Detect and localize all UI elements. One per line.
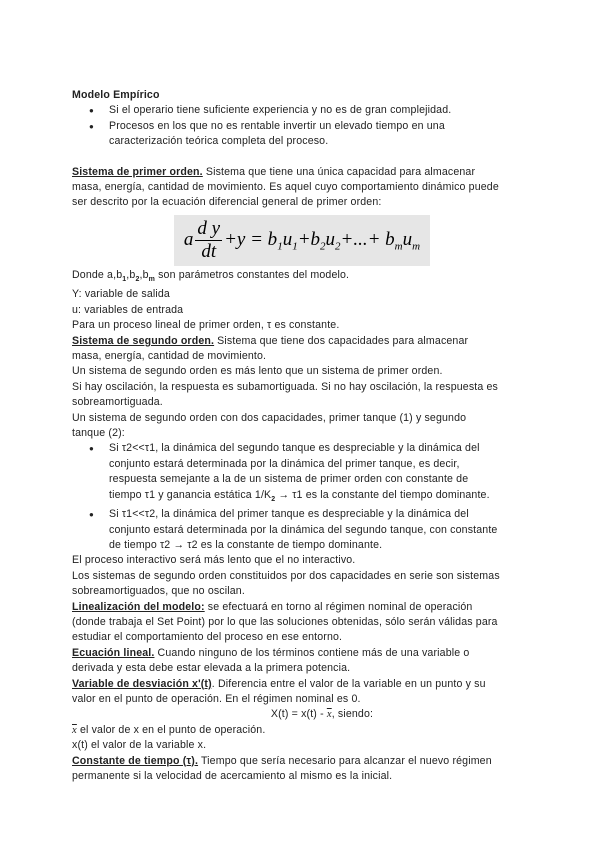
text: , siendo:	[331, 708, 374, 721]
text-line: ser descrito por la ecuación diferencial general de primer orden:	[72, 196, 382, 209]
formula-term: a	[183, 228, 194, 250]
bullet-text: ● Procesos en los que no es rentable invertir un elevado tiempo en una	[109, 119, 445, 132]
text-line: Los sistemas de segundo orden constituidos por dos capacidades en serie son sistemas	[72, 569, 500, 582]
text-line: tanque (2):	[72, 427, 125, 440]
text: Tiempo que sería necesario para alcanzar el nuevo régimen	[198, 754, 492, 767]
list-item	[72, 441, 532, 507]
section-title-variable-desviacion: Variable de desviación x'(t)	[72, 677, 212, 690]
formula-term: u	[282, 228, 293, 250]
subscript: 2	[135, 275, 140, 283]
section-title-segundo-orden: Sistema de segundo orden.	[72, 334, 215, 347]
paragraph	[72, 600, 532, 615]
text-line: x(t) el valor de la variable x.	[72, 739, 207, 752]
text: X(t) = x(t) -	[270, 708, 327, 721]
text: ,b	[126, 268, 136, 281]
bullet-text: conjunto estará determinada por la dinámica del segundo tanque, con constante	[109, 523, 498, 536]
text-line: Y: variable de salida	[72, 288, 170, 301]
text-line: derivada y esta debe estar elevada a la primera potencia.	[72, 662, 351, 675]
formula-subscript: 1	[292, 240, 298, 253]
bullet-text: respuesta semejante a la de un sistema de primer orden con constante de	[109, 473, 469, 486]
empirico-bullet-list	[72, 103, 532, 149]
text: se efectuará en torno al régimen nominal de operación	[204, 600, 473, 613]
text-line: Un sistema de segundo orden es más lento que un sistema de primer orden.	[72, 365, 443, 378]
text: Sistema que tiene dos capacidades para almacenar	[214, 334, 469, 347]
text-line	[72, 723, 532, 738]
heading-modelo-empirico: Modelo Empírico	[72, 89, 160, 101]
formula-term: +...+ b	[340, 228, 395, 250]
section-title-linealizacion: Linealización del modelo:	[72, 600, 205, 613]
text-line: (donde trabaja el Set Point) por lo que las soluciones obtenidas, sólo serán válidas para	[72, 616, 498, 628]
bullet-text: ● Si τ1<<τ2, la dinámica del primer tanque es despreciable y la dinámica del	[109, 508, 469, 521]
text-line: Si hay oscilación, la respuesta es subamortiguada. Si no hay oscilación, la respuesta es	[72, 380, 498, 393]
text: el valor de x en el punto de operación.	[76, 723, 266, 736]
text: → τ1 es la constante del tiempo dominante.	[275, 488, 490, 501]
section-title-primer-orden: Sistema de primer orden.	[72, 165, 203, 178]
formula-subscript: 1	[277, 240, 283, 253]
formula-term: u	[402, 228, 413, 250]
formula-fraction	[195, 218, 222, 263]
section-title-constante-tiempo: Constante de tiempo (τ).	[72, 754, 199, 767]
fraction-numerator: d y	[197, 217, 221, 239]
text: Donde a,b	[72, 268, 123, 281]
text: Sistema que tiene una única capacidad para almacenar	[202, 165, 476, 178]
formula-term: u	[325, 228, 336, 250]
text: . Diferencia entre el valor de la variable en un punto y su	[211, 677, 486, 690]
paragraph	[72, 754, 532, 769]
subscript: m	[148, 275, 155, 283]
text-line: masa, energía, cantidad de movimiento.	[72, 349, 267, 362]
document-page	[72, 88, 532, 784]
bullet-text: de tiempo τ2 → τ2 es la constante de tiempo dominante.	[109, 538, 383, 551]
text: tiempo τ1 y ganancia estática 1/K	[109, 488, 272, 501]
fraction-denominator: dt	[201, 240, 217, 262]
x-bar-symbol: $\overline{x}$	[326, 709, 332, 721]
text-line: sobreamortiguados, que no oscilan.	[72, 585, 245, 598]
text-line: Un sistema de segundo orden con dos capacidades, primer tanque (1) y segundo	[72, 411, 467, 424]
list-item	[72, 119, 532, 150]
text-line: permanente si la velocidad de acercamiento al mismo es la inicial.	[72, 770, 393, 783]
text-line: u: variables de entrada	[72, 303, 184, 316]
formula-term: +y = b	[224, 228, 278, 250]
text-line: estudiar el comportamiento del proceso en ese entorno.	[72, 631, 343, 644]
text: ,b	[139, 268, 149, 281]
formula-term: +b	[297, 228, 321, 250]
deviation-equation	[72, 707, 532, 722]
bullet-text: conjunto estará determinada por la dinámica del primer tanque, es decir,	[109, 457, 460, 470]
formula-subscript: 2	[335, 240, 341, 253]
paragraph	[72, 646, 532, 661]
text-line: El proceso interactivo será más lento que el no interactivo.	[72, 554, 356, 567]
bullet-text: caracterización teórica completa del proceso.	[109, 135, 329, 148]
formula-subscript: m	[394, 240, 403, 253]
formula-subscript: m	[412, 240, 421, 253]
text-line: sobreamortiguada.	[72, 396, 163, 409]
x-bar-symbol: $\overline{x}$	[72, 724, 77, 736]
differential-equation-formula	[174, 215, 430, 266]
subscript: 2	[271, 495, 276, 503]
list-item	[72, 507, 532, 553]
section-title-ecuacion-lineal: Ecuación lineal.	[72, 646, 155, 659]
bullet-text	[109, 488, 532, 508]
formula-container	[72, 215, 532, 266]
segundo-bullet-list	[72, 441, 532, 553]
text: son parámetros constantes del modelo.	[155, 268, 350, 281]
list-item	[72, 103, 532, 118]
paragraph	[72, 677, 532, 692]
text-line: Para un proceso lineal de primer orden, τ es constante.	[72, 319, 340, 332]
paragraph	[72, 165, 532, 180]
bullet-text: ● Si el operario tiene suficiente experiencia y no es de gran complejidad.	[109, 104, 452, 117]
subscript: 1	[122, 275, 127, 283]
bullet-text: ● Si τ2<<τ1, la dinámica del segundo tanque es despreciable y la dinámica del	[109, 442, 480, 455]
parameters-line	[72, 268, 532, 288]
text: Cuando ninguno de los términos contiene más de una variable o	[154, 646, 470, 659]
text-line: masa, energía, cantidad de movimiento. Es aquel cuyo comportamiento dinámico puede	[72, 181, 499, 194]
paragraph	[72, 334, 532, 349]
formula-subscript: 2	[320, 240, 326, 253]
text-line: valor en el punto de operación. En el régimen nominal es 0.	[72, 693, 361, 706]
